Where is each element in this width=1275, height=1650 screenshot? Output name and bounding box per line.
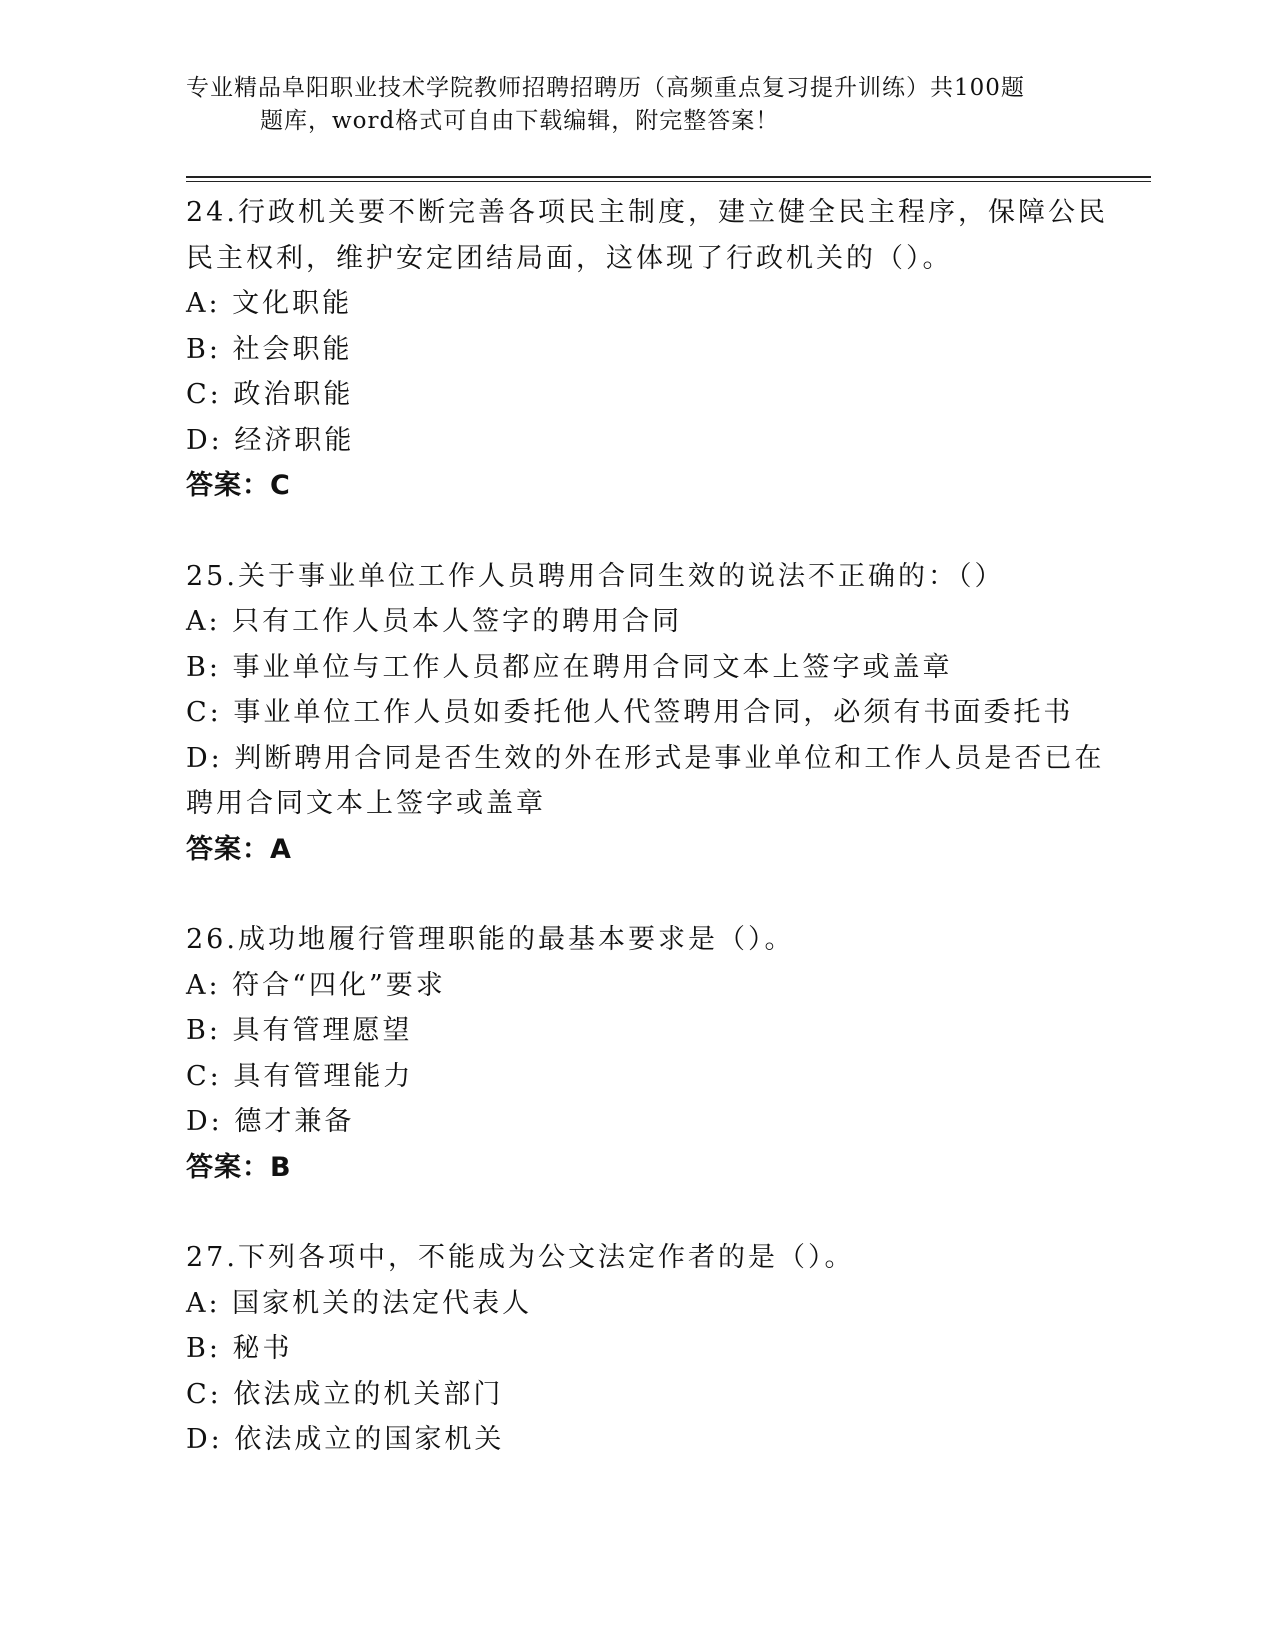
option-a: A: 文化职能 — [186, 288, 353, 319]
option-c: C: 政治职能 — [186, 379, 354, 410]
header-title-line-2: 题库，word格式可自由下载编辑，附完整答案！ — [260, 108, 780, 134]
option-d-continued: 聘用合同文本上签字或盖章 — [186, 788, 546, 819]
document-header — [186, 72, 1066, 138]
option-d: D: 判断聘用合同是否生效的外在形式是事业单位和工作人员是否已在 — [186, 742, 1105, 774]
question-stem: 27.下列各项中，不能成为公文法定作者的是（）。 — [186, 1242, 855, 1273]
option-c: C: 事业单位工作人员如委托他人代签聘用合同，必须有书面委托书 — [186, 697, 1074, 728]
option-a: A: 符合“四化”要求 — [186, 969, 446, 1001]
option-a: A: 只有工作人员本人签字的聘用合同 — [186, 606, 683, 637]
option-a: A: 国家机关的法定代表人 — [186, 1287, 533, 1319]
question-spacer — [186, 509, 1086, 554]
option-d: D: 依法成立的国家机关 — [186, 1424, 505, 1455]
header-title-line-1: 专业精品阜阳职业技术学院教师招聘招聘历（高频重点复习提升训练）共100题 — [186, 75, 1025, 101]
option-b: B: 事业单位与工作人员都应在聘用合同文本上签字或盖章 — [186, 651, 953, 683]
option-b: B: 秘书 — [186, 1333, 293, 1364]
question-stem: 25.关于事业单位工作人员聘用合同生效的说法不正确的：（） — [186, 560, 1005, 592]
question-spacer — [186, 1190, 1086, 1235]
question-stem: 24.行政机关要不断完善各项民主制度，建立健全民主程序，保障公民 — [186, 197, 1108, 228]
question-stem: 民主权利，维护安定团结局面，这体现了行政机关的（）。 — [186, 242, 953, 274]
question-block-24 — [186, 190, 1108, 509]
header-divider-thin — [186, 181, 1151, 182]
answer-line: 答案：B — [186, 1151, 292, 1183]
answer-line: 答案：C — [186, 470, 291, 501]
question-block-27 — [186, 1235, 1086, 1463]
question-stem: 26.成功地履行管理职能的最基本要求是（）。 — [186, 924, 795, 955]
question-spacer — [186, 872, 1086, 917]
option-b: B: 社会职能 — [186, 333, 353, 365]
option-b: B: 具有管理愿望 — [186, 1015, 413, 1046]
option-d: D: 经济职能 — [186, 424, 355, 456]
question-block-26 — [186, 917, 1086, 1190]
question-list — [186, 190, 1108, 1463]
option-c: C: 具有管理能力 — [186, 1060, 414, 1092]
option-d: D: 德才兼备 — [186, 1106, 355, 1137]
answer-line: 答案：A — [186, 833, 292, 865]
question-block-25 — [186, 554, 1105, 873]
option-c: C: 依法成立的机关部门 — [186, 1378, 504, 1410]
header-divider-thick — [186, 176, 1151, 178]
